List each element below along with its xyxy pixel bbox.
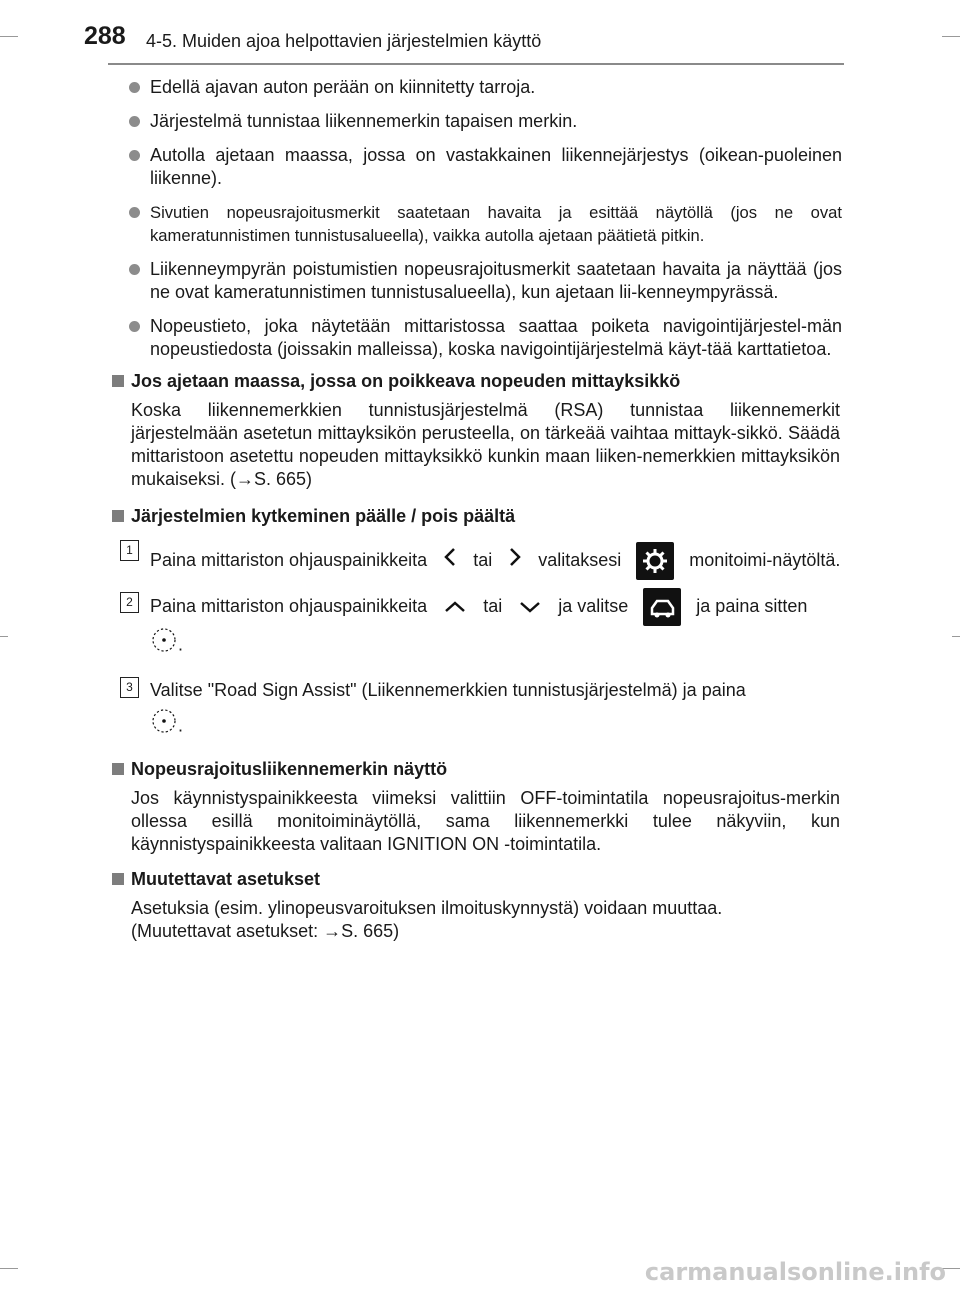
bullet-item	[150, 136, 842, 193]
bullet-icon	[129, 116, 140, 127]
step-2	[126, 580, 842, 665]
step-3	[126, 665, 842, 746]
chevron-up-icon	[444, 590, 466, 624]
heading-text: Muutettavat asetukset	[131, 869, 321, 889]
step-text: Paina mittariston ohjauspainikkeita	[150, 595, 428, 616]
section-text-settings	[131, 897, 840, 943]
crop-mark	[942, 36, 960, 37]
step-1	[126, 528, 842, 580]
section-text-unit: Koska liikennemerkkien tunnistusjärjestelmä (RSA) tunnistaa liikennemerkit järjestelmään asetetun mittayksikön perusteella, on tärkeää vaihtaa mittayk-sikkö. Säädä mittaristoon asetettu nopeuden mittayksikkö kunkin maan liiken-nemerkkien mittayksikön mukaiseksi. (→S. 665)	[131, 400, 840, 489]
step-text: .	[178, 634, 184, 655]
bullet-item	[150, 250, 842, 307]
section-heading-toggle	[131, 505, 842, 528]
settings-line-1: Asetuksia (esim. ylinopeusvaroituksen ilmoituskynnystä) voidaan muuttaa.	[131, 898, 723, 918]
bullet-text: Sivutien nopeusrajoitusmerkit saatetaan havaita ja esittää näytöllä (jos ne ovat kameratunnistimen tunnistusalueella), vaikka autolla ajetaan päätietä pitkin.	[150, 203, 842, 245]
step-text: .	[178, 715, 184, 736]
section-heading-display	[131, 758, 842, 781]
bullet-icon	[129, 321, 140, 332]
step-number: 3	[120, 677, 139, 698]
bullet-text: Autolla ajetaan maassa, jossa on vastakkainen liikennejärjestys (oikean-puoleinen liikenne).	[150, 145, 842, 188]
section-heading-unit	[131, 370, 842, 393]
bullet-text: Nopeustieto, joka näytetään mittaristossa saattaa poiketa navigointijärjestel-män nopeustiedosta (joissakin malleissa), koska navigointijärjestelmä käyt-tää karttatietoa.	[150, 316, 842, 359]
square-bullet-icon	[112, 510, 124, 522]
bullet-item	[150, 68, 842, 102]
bullet-item	[150, 193, 842, 250]
step-number: 1	[120, 540, 139, 561]
chevron-down-icon	[519, 590, 541, 624]
square-bullet-icon	[112, 375, 124, 387]
bullet-text: Edellä ajavan auton perään on kiinnitetty tarroja.	[150, 77, 536, 97]
gear-icon	[636, 542, 674, 580]
bullet-text: Järjestelmä tunnistaa liikennemerkin tapaisen merkin.	[150, 111, 578, 131]
section-heading-settings	[131, 868, 842, 891]
bullet-icon	[129, 207, 140, 218]
ok-button-icon	[150, 626, 178, 665]
page-content	[0, 68, 960, 943]
step-text: tai	[473, 549, 493, 570]
bullet-icon	[129, 82, 140, 93]
bullet-item	[150, 102, 842, 136]
crop-mark	[0, 1268, 18, 1269]
square-bullet-icon	[112, 873, 124, 885]
vehicle-icon	[643, 588, 681, 626]
bullet-icon	[129, 264, 140, 275]
step-text: tai	[483, 595, 503, 616]
step-text: monitoimi-näytöltä.	[689, 549, 841, 570]
step-text: ja valitse	[558, 595, 629, 616]
heading-text: Nopeusrajoitusliikennemerkin näyttö	[131, 759, 448, 779]
step-text: Valitse "Road Sign Assist" (Liikennemerkkien tunnistusjärjestelmä) ja paina	[150, 680, 746, 700]
step-text: valitaksesi	[538, 549, 622, 570]
step-number: 2	[120, 592, 139, 613]
crop-mark	[0, 36, 18, 37]
watermark: carmanualsonline.info	[644, 1258, 946, 1286]
bullet-item	[150, 307, 842, 364]
ok-button-icon	[150, 707, 178, 746]
step-text: Paina mittariston ohjauspainikkeita	[150, 549, 428, 570]
chapter-title: 4-5. Muiden ajoa helpottavien järjestelmien käyttö	[146, 31, 542, 51]
bullet-icon	[129, 150, 140, 161]
chevron-left-icon	[444, 544, 456, 578]
step-text: ja paina sitten	[696, 595, 808, 616]
heading-text: Jos ajetaan maassa, jossa on poikkeava nopeuden mittayksikkö	[131, 371, 681, 391]
header-divider	[108, 63, 844, 65]
page-number: 288	[84, 22, 126, 50]
heading-text: Järjestelmien kytkeminen päälle / pois päältä	[131, 506, 516, 526]
square-bullet-icon	[112, 763, 124, 775]
settings-line-2: (Muutettavat asetukset: →S. 665)	[131, 921, 400, 941]
chevron-right-icon	[509, 544, 521, 578]
section-text-display: Jos käynnistyspainikkeesta viimeksi valittiin OFF-toimintatila nopeusrajoitus-merkin ollessa esillä monitoiminäytöllä, sama liikennemerkki tulee näkyviin, kun käynnistyspainikkeesta valitaan IGNITION ON -toimintatila.	[131, 788, 840, 854]
bullet-text: Liikenneympyrän poistumistien nopeusrajoitusmerkit saatetaan havaita ja näyttää (jos ne ovat kameratunnistimen tunnistusalueella), kun ajetaan lii-kenneympyrässä.	[150, 259, 842, 302]
